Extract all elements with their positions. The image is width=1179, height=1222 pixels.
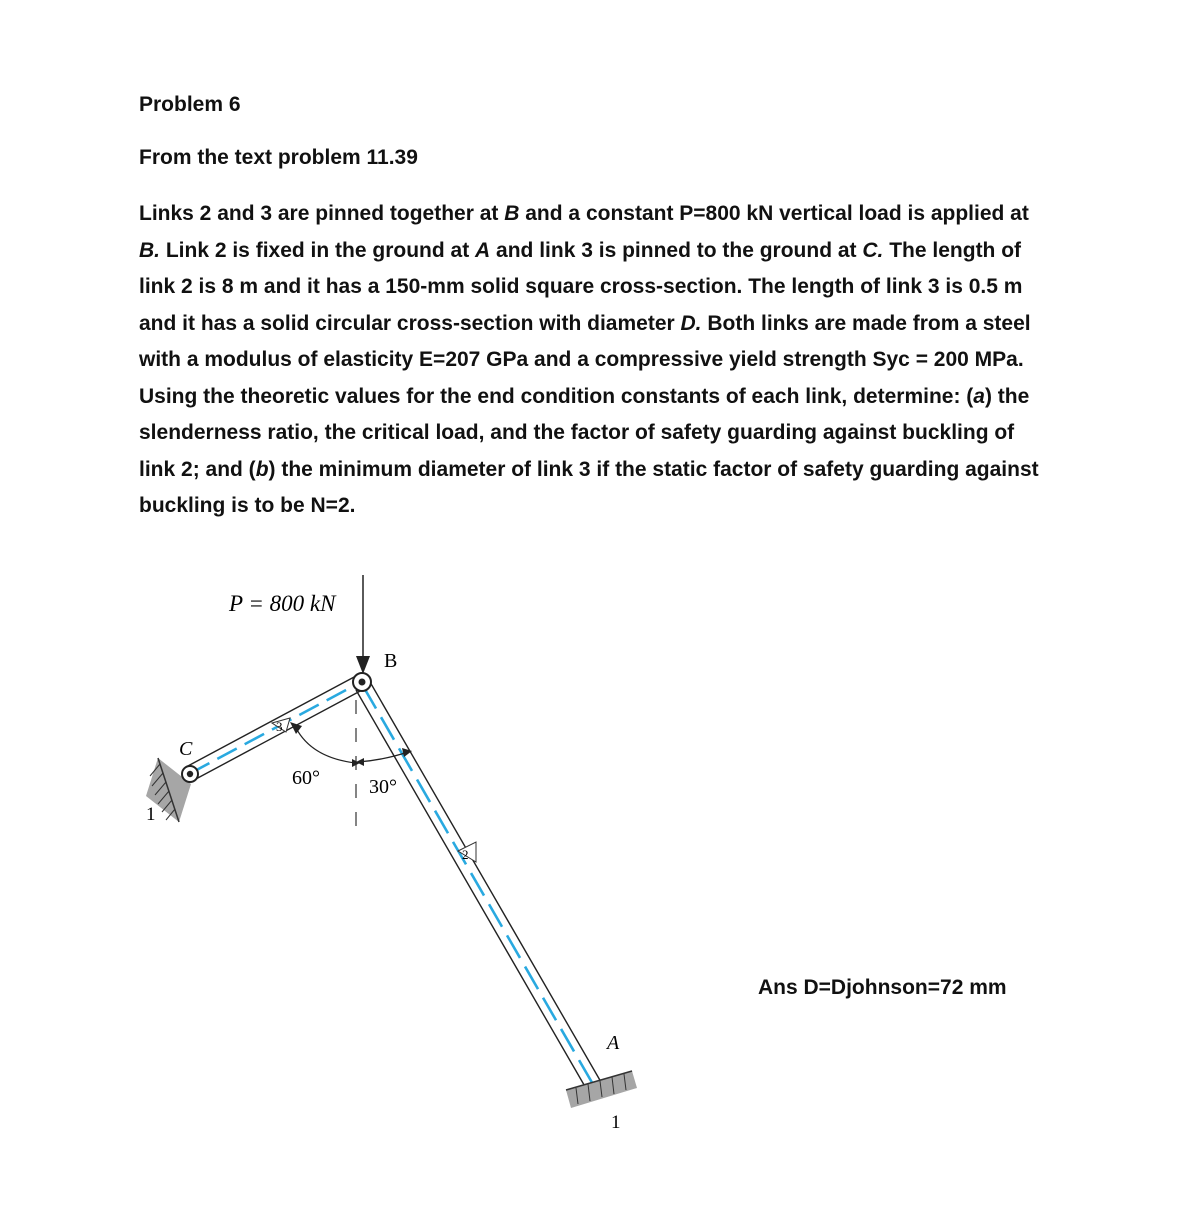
ground-bottom-label: 1 — [611, 1112, 621, 1133]
point-b-label: B — [384, 650, 398, 672]
link-2 — [356, 682, 601, 1090]
ground-left-label: 1 — [146, 804, 156, 825]
problem-title: Problem 6 — [139, 93, 241, 116]
pin-c — [182, 766, 198, 782]
statement-segment: Both links are made from a steel with a modulus of elasticity E=207 GPa and a compressive yield strength Syc = 200 MPa. Using the theoretic values for the end condition constants of each link, determine: ( — [139, 311, 1031, 408]
statement-segment: The length of link 2 is 8 m and it has a 150-mm solid square cross-section. The length of link 3 is 0.5 m and it has a solid circular cross-section with diameter — [139, 238, 1023, 335]
pin-b — [353, 673, 371, 691]
statement-italic-segment: B — [504, 202, 520, 225]
statement-italic-segment: D. — [680, 311, 702, 335]
statement-segment: and link 3 is pinned to the ground at — [490, 238, 863, 262]
statement-segment: and a constant P=800 kN vertical load is applied at — [519, 202, 1029, 225]
answer-text: Ans D=Djohnson=72 mm — [758, 976, 1007, 999]
statement-segment: Links 2 and 3 are pinned together at — [139, 202, 505, 225]
statement-italic-segment: b — [255, 457, 269, 481]
ground-a-support — [566, 1071, 637, 1108]
statement-segment: ) the slenderness ratio, the critical load, and the factor of safety guarding against buckling of link 2; and ( — [139, 384, 1030, 481]
svg-text:3: 3 — [276, 719, 283, 734]
statement-italic-segment: B. — [139, 238, 160, 262]
point-c-label: C — [179, 738, 193, 760]
svg-text:2: 2 — [462, 847, 469, 862]
link-2-tag — [458, 842, 476, 862]
statement-italic-segment: C. — [862, 238, 884, 262]
angle-60-label: 60° — [292, 767, 320, 789]
problem-subtitle: From the text problem 11.39 — [139, 146, 418, 169]
statement-segment: Link 2 is fixed in the ground at — [160, 238, 476, 262]
statement-italic-segment: a — [973, 384, 985, 408]
angle-60-arc — [290, 722, 360, 767]
statement-segment: ) the minimum diameter of link 3 if the static factor of safety guarding against buckling is to be N=2. — [139, 457, 1039, 517]
angle-30-label: 30° — [369, 776, 397, 798]
load-label: P = 800 kN — [229, 591, 336, 616]
point-a-label: A — [607, 1032, 620, 1054]
link-3 — [186, 676, 364, 780]
statement-italic-segment: A — [475, 238, 491, 262]
link-3-tag — [272, 718, 290, 734]
load-arrow — [356, 575, 370, 674]
